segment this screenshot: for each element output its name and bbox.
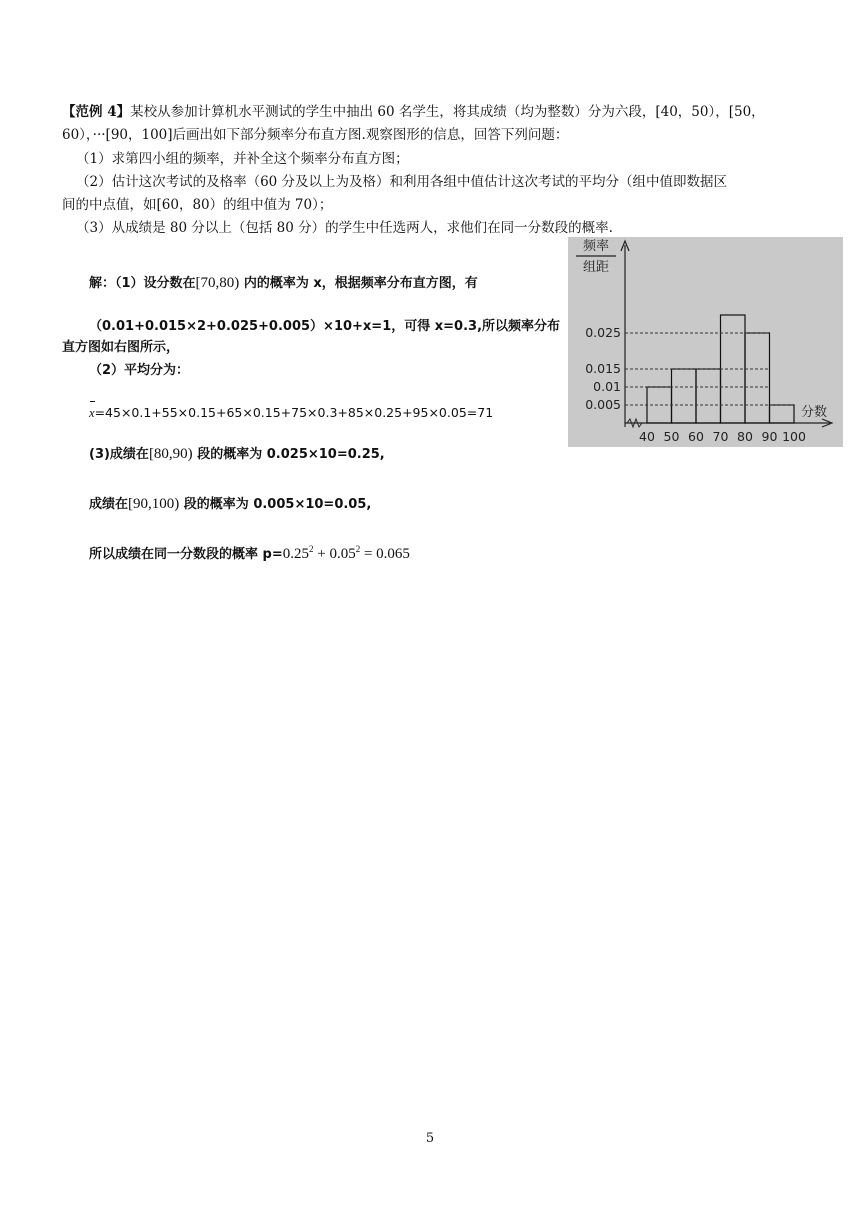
page-number: 5 [425,1131,435,1146]
question-1: （1）求第四小组的频率，并补全这个频率分布直方图； [76,151,409,167]
x-tick-label-80: 80 [737,429,753,444]
problem-intro-line-2: 60），···[90，100]后画出如下部分频率分布直方图.观察图形的信息，回答下列问题： [62,127,569,143]
mean-symbol: x [89,406,95,420]
x-tick-label-90: 90 [761,429,778,444]
solution-part-1 [89,274,478,293]
y-tick-label-0.005: 0.005 [585,397,621,412]
solution-equation-line: （0.01+0.015×2+0.025+0.005）×10+x=1，可得 x=0.3,所以频率分布 [89,319,561,334]
question-2-line-2: 间的中点值，如[60，80）的组中值为 70）； [62,197,333,213]
y-label-bottom: 组距 [582,260,610,275]
solution-part-2-heading: （2）平均分为： [89,363,190,378]
problem-intro-line-1 [62,103,765,121]
solution-part-3b [89,495,371,514]
y-label-top: 频率 [582,239,610,254]
x-tick-label-60: 60 [688,429,704,444]
example-tag: 【范例 4】 [62,104,131,120]
solution-equation-line-2: 直方图如右图所示， [62,340,180,355]
x-tick-label-40: 40 [639,429,655,444]
x-axis-label: 分数 [800,405,828,420]
intro-text-1: 某校从参加计算机水平测试的学生中抽出 60 名学生，将其成绩（均为整数）分为六段，[40，50），[50， [130,104,765,120]
y-tick-label-0.025: 0.025 [585,325,621,340]
interval-80-90: [80,90) [148,446,193,462]
interval-90-100: [90,100) [128,496,180,512]
solution-1-post: 内的概率为 x，根据频率分布直方图，有 [239,276,478,291]
solution-1-pre: 解：（1）设分数在 [89,276,196,291]
prob-term-1: $0.25^2 + 0.05^2 = 0.065$ [282,544,410,562]
mean-formula [89,404,493,422]
solution-part-3c [89,545,410,564]
y-tick-label-0.01: 0.01 [593,379,621,394]
p3b-post: 段的概率为 0.005×10=0.05, [179,497,372,512]
x-tick-label-100: 100 [782,429,806,444]
frequency-histogram [568,237,843,447]
p3a-post: 段的概率为 0.025×10=0.25, [192,447,385,462]
mean-expression: =45×0.1+55×0.15+65×0.15+75×0.3+85×0.25+95×0.05=71 [94,405,494,420]
interval-70-80: [70,80) [195,275,240,291]
solution-part-3a [89,445,385,464]
p3a-pre: (3)成绩在 [89,447,149,462]
p3b-pre: 成绩在 [89,497,129,512]
p3c-pre: 所以成绩在同一分数段的概率 p= [89,547,283,562]
question-3: （3）从成绩是 80 分以上（包括 80 分）的学生中任选两人，求他们在同一分数段的概率. [76,220,613,236]
x-tick-label-70: 70 [712,429,729,444]
question-2-line-1: （2）估计这次考试的及格率（60 分及以上为及格）和利用各组中值估计这次考试的平均分（组中值即数据区 [76,174,728,190]
x-tick-label-50: 50 [663,429,680,444]
y-tick-label-0.015: 0.015 [585,361,621,376]
